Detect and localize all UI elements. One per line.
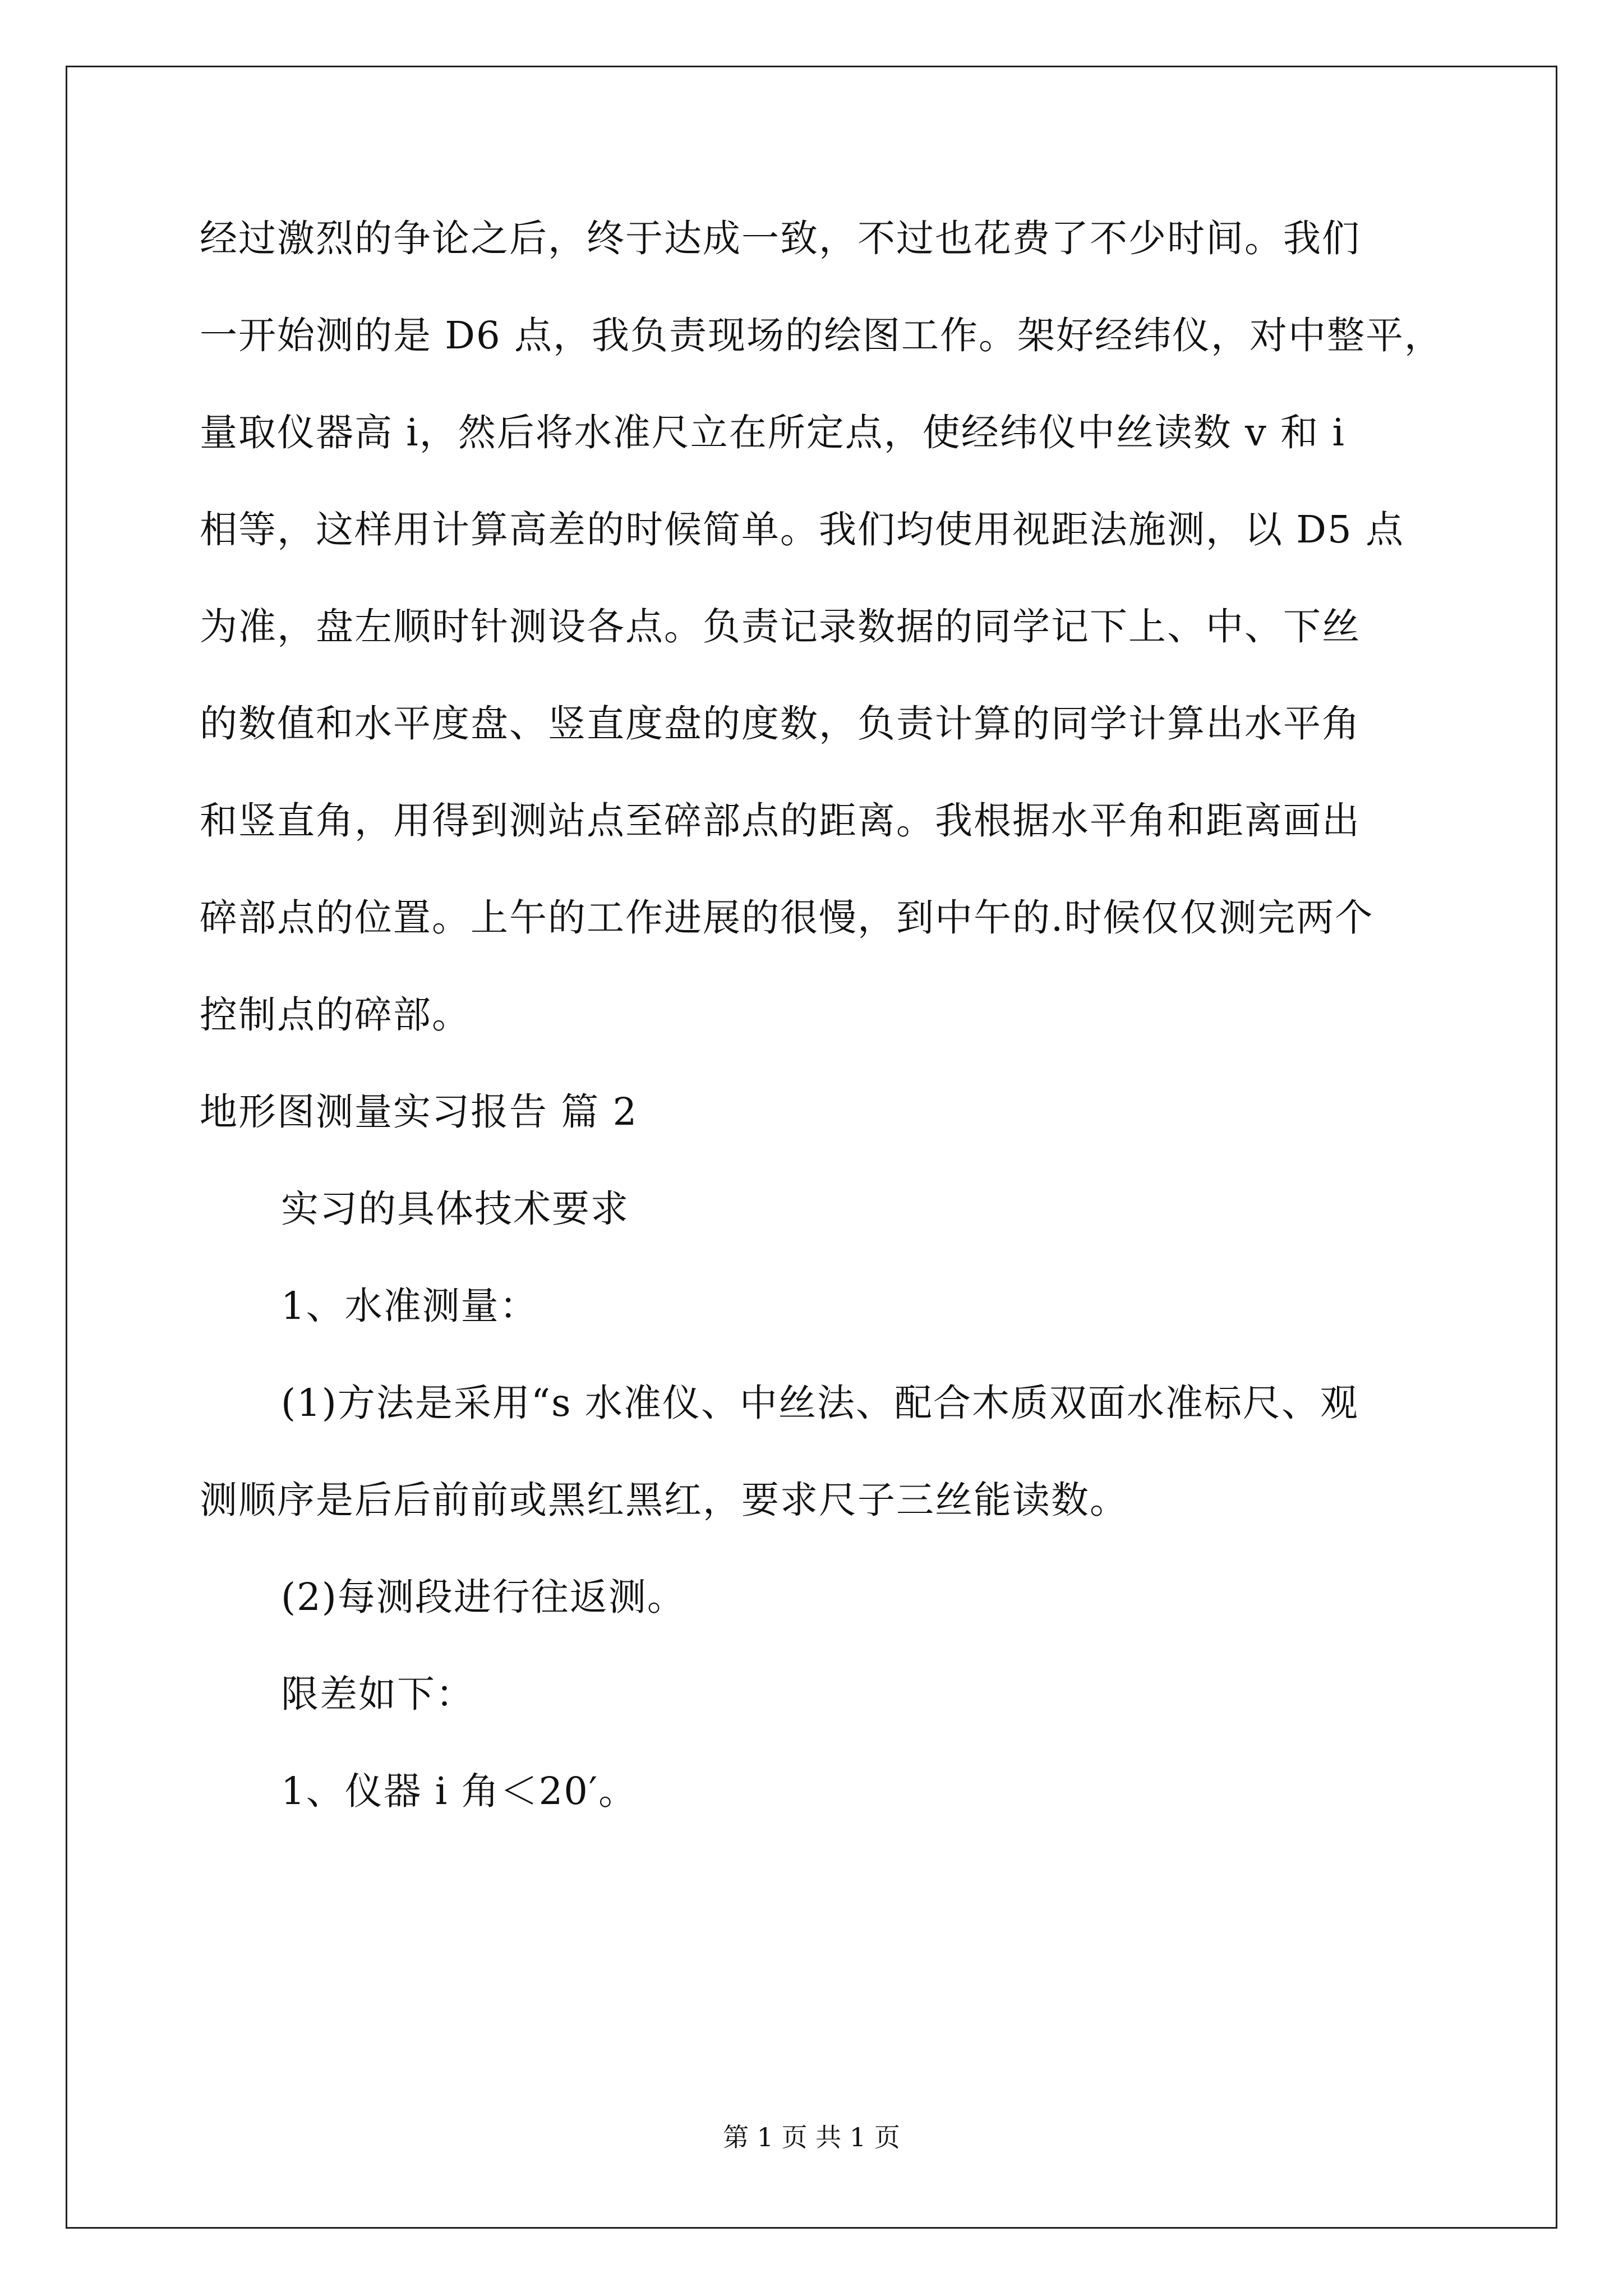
list-item: 1、水准测量： [281,1284,538,1328]
paragraph-line: 的数值和水平度盘、竖直度盘的度数，负责计算的同学计算出水平角 [200,702,1361,746]
paragraph-line: 限差如下： [281,1672,474,1716]
paragraph-line: 经过激烈的争论之后，终于达成一致，不过也花费了不少时间。我们 [200,217,1361,260]
list-item: 1、仪器 i 角＜20′。 [281,1769,638,1813]
paragraph-line: 控制点的碎部。 [200,993,471,1037]
list-item: (2)每测段进行往返测。 [281,1575,686,1619]
page-border [66,66,1557,2229]
subheading: 实习的具体技术要求 [281,1187,629,1231]
page-number-footer: 第 1 页 共 1 页 [723,2122,900,2152]
paragraph-line: 测顺序是后后前前或黑红黑红，要求尺子三丝能读数。 [200,1478,1128,1522]
paragraph-line: 相等，这样用计算高差的时候简单。我们均使用视距法施测，以 D5 点 [200,508,1404,551]
paragraph-line: 为准，盘左顺时针测设各点。负责记录数据的同学记下上、中、下丝 [200,605,1361,648]
paragraph-line: 一开始测的是 D6 点，我负责现场的绘图工作。架好经纬仪，对中整平， [200,314,1443,357]
paragraph-line: 碎部点的位置。上午的工作进展的很慢，到中午的.时候仅仅测完两个 [200,896,1374,940]
section-heading: 地形图测量实习报告 篇 2 [200,1090,638,1134]
paragraph-line: (1)方法是采用“s 水准仪、中丝法、配合木质双面水准标尺、观 [281,1381,1359,1425]
paragraph-line: 和竖直角，用得到测站点至碎部点的距离。我根据水平角和距离画出 [200,799,1361,843]
paragraph-line: 量取仪器高 i，然后将水准尺立在所定点，使经纬仪中丝读数 v 和 i [200,411,1345,454]
